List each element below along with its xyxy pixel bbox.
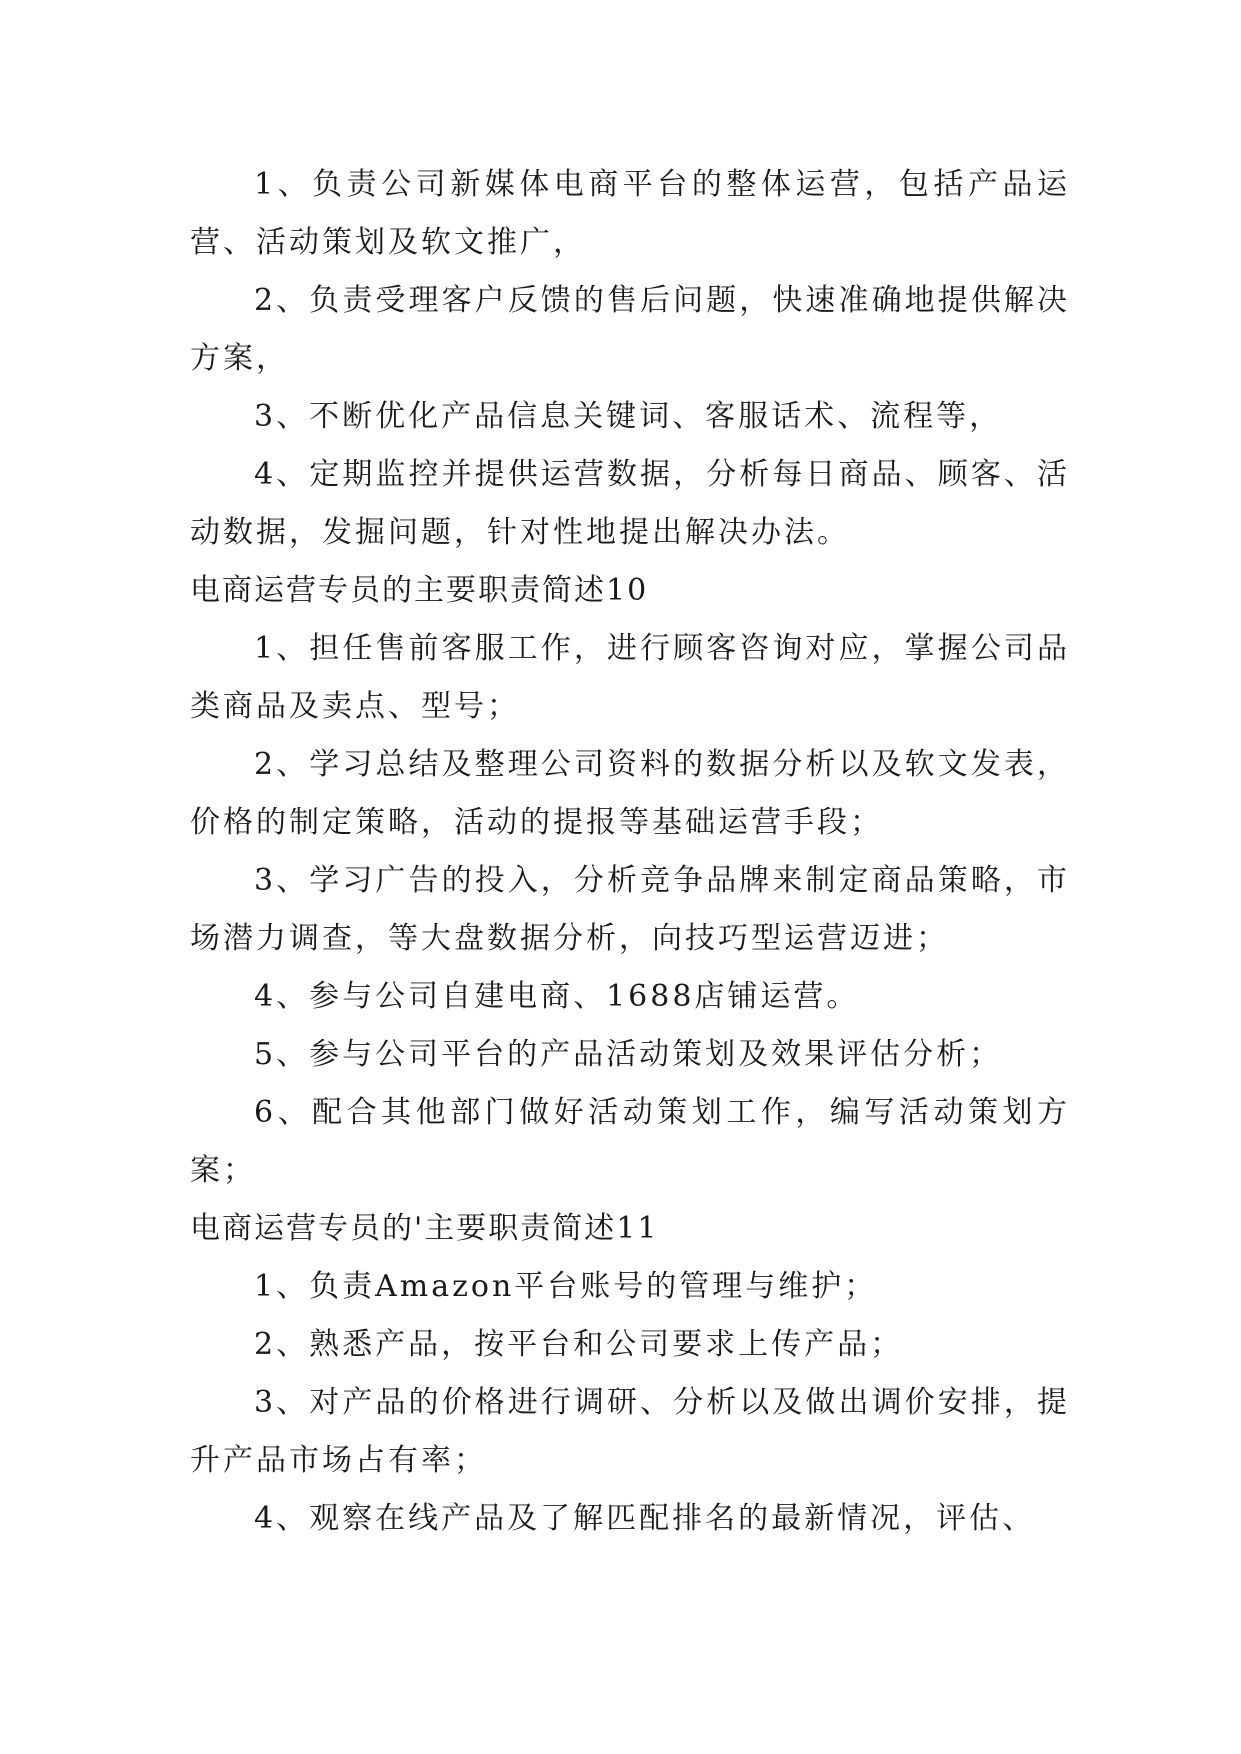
list-item: 4、观察在线产品及了解匹配排名的最新情况，评估、 [254,1501,1036,1536]
list-item: 1、负责Amazon平台账号的管理与维护； [254,1269,878,1304]
list-item: 2、负责受理客户反馈的售后问题，快速准确地提供解决方案， [190,283,1070,376]
list-item: 2、学习总结及整理公司资料的数据分析以及软文发表，价格的制定策略，活动的提报等基础运营手段； [190,747,1070,840]
list-item: 2、熟悉产品，按平台和公司要求上传产品； [254,1327,904,1362]
list-item: 3、学习广告的投入，分析竞争品牌来制定商品策略，市场潜力调查，等大盘数据分析，向技巧型运营迈进； [190,863,1070,956]
list-item: 3、不断优化产品信息关键词、客服话术、流程等， [254,399,1003,434]
list-item: 1、担任售前客服工作，进行顾客咨询对应，掌握公司品类商品及卖点、型号； [190,631,1070,724]
list-item: 3、对产品的价格进行调研、分析以及做出调价安排，提升产品市场占有率； [190,1385,1070,1478]
list-item: 5、参与公司平台的产品活动策划及效果评估分析； [254,1037,1003,1072]
list-item: 4、定期监控并提供运营数据，分析每日商品、顾客、活动数据，发掘问题，针对性地提出解决办法。 [190,457,1070,550]
list-item: 4、参与公司自建电商、1688店铺运营。 [254,979,860,1014]
list-item: 1、负责公司新媒体电商平台的整体运营，包括产品运营、活动策划及软文推广， [190,167,1070,260]
document-body [190,156,1070,1548]
section-heading: 电商运营专员的主要职责简述10 [190,573,649,608]
section-heading: 电商运营专员的'主要职责简述11 [190,1211,659,1246]
list-item: 6、配合其他部门做好活动策划工作，编写活动策划方案； [190,1095,1070,1188]
